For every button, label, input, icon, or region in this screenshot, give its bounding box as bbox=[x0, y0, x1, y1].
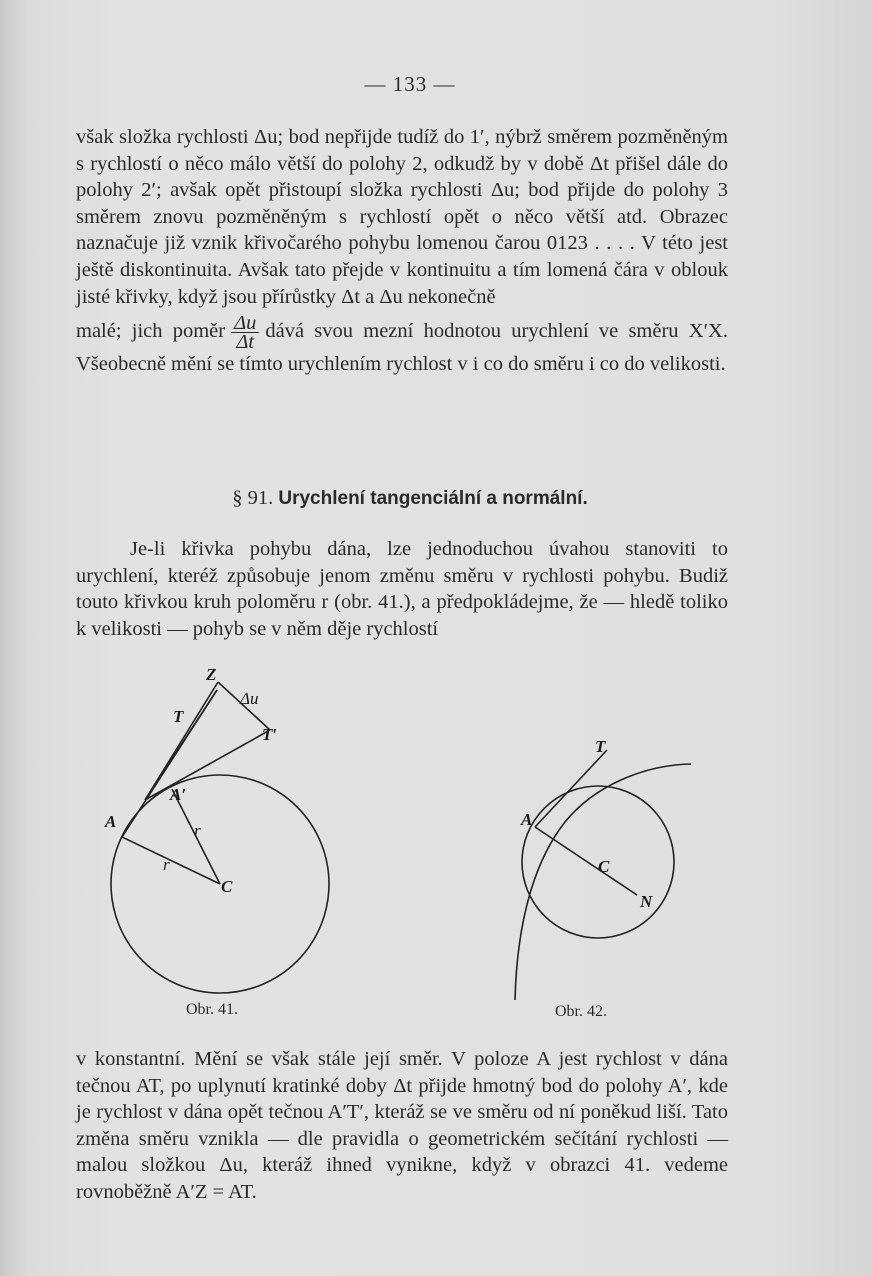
fig41-line-apt bbox=[145, 730, 270, 800]
ratio-fraction bbox=[231, 312, 259, 354]
figure-42 bbox=[495, 730, 705, 1010]
fig41-label-r1: r bbox=[194, 821, 201, 840]
figure-41 bbox=[100, 660, 340, 1000]
fig41-label-t: T bbox=[173, 707, 184, 726]
paragraph-1 bbox=[76, 124, 728, 378]
figure-41-caption: Obr. 41. bbox=[186, 1001, 238, 1018]
fig41-label-r2: r bbox=[163, 855, 170, 874]
section-number: § 91. bbox=[232, 487, 274, 509]
paragraph-1-tail: dává svou mezní hodnotou urychlení ve směru X′X. Všeobecně mění se tímto urychlením rychlost v i co do směru i co do velikosti. bbox=[76, 320, 728, 376]
fig41-label-tp: T′ bbox=[262, 725, 278, 744]
fig42-label-t: T bbox=[595, 737, 606, 756]
fig41-label-du: Δu bbox=[240, 689, 259, 708]
paragraph-2: Je-li křivka pohybu dána, lze jednoduchou úvahou stanoviti to urychlení, kteréž způsobuje jenom změnu směru v rychlosti pohybu. Budiž touto křivkou kruh poloměru r (obr. 41.), a předpokládejme, že — hledě toliko k velikosti — pohyb se v něm děje rychlostí bbox=[76, 538, 728, 640]
fig42-normal bbox=[535, 827, 637, 895]
fig41-radius-a bbox=[122, 837, 220, 884]
figure-42-caption: Obr. 42. bbox=[555, 1003, 607, 1020]
fig42-label-a: A bbox=[521, 810, 533, 829]
fig42-label-n: N bbox=[640, 892, 653, 911]
fig41-label-ap: A′ bbox=[170, 785, 187, 804]
fraction-numerator: Δu bbox=[231, 314, 259, 333]
paragraph-3: v konstantní. Mění se však stále její směr. V poloze A jest rychlost v dána tečnou AT, po uplynutí kratinké doby Δt přijde hmotný bod do polohy A′, kde je rychlost v dána opět tečnou A′T′, kteráž se ve směru od ní poněkud liší. Tato změna směru vznikla — dle pravidla o geometrickém sečítání rychlosti — malou složkou Δu, kteráž ihned vynikne, když v obrazci 41. vedeme rovnoběžně A′Z = AT. bbox=[76, 1048, 728, 1203]
page-number: — 133 — bbox=[364, 72, 456, 96]
paragraph-1-text: však složka rychlosti Δu; bod nepřijde tudíž do 1′, nýbrž směrem pozměněným s rychlostí o něco málo větší do polohy 2, odkudž by v době Δt přišel dále do polohy 2′; avšak opět přistoupí složka rychlosti Δu; bod přijde do polohy 3 směrem znovu pozměněným s rychlostí opět o něco větší atd. Obrazec naznačuje již vznik křivočarého pohybu lomenou čarou 0123 . . . . V této jest ještě diskontinuita. Avšak tato přejde v kontinuitu a tím lomená čára v oblouk jisté křivky, když jsou přírůstky Δt a Δu nekonečně bbox=[76, 126, 728, 308]
section-title: Urychlení tangenciální a normální. bbox=[278, 488, 588, 509]
fig41-label-z: Z bbox=[206, 665, 217, 684]
fraction-denominator: Δt bbox=[236, 331, 255, 354]
fig42-curve bbox=[515, 764, 691, 1000]
section-heading bbox=[0, 487, 820, 510]
fig41-label-a: A bbox=[105, 812, 117, 831]
paragraph-1-continuation bbox=[76, 314, 728, 378]
fig41-label-c: C bbox=[221, 877, 233, 896]
fig42-label-c: C bbox=[598, 857, 610, 876]
paragraph-1-lead: malé; jich poměr bbox=[76, 320, 226, 343]
